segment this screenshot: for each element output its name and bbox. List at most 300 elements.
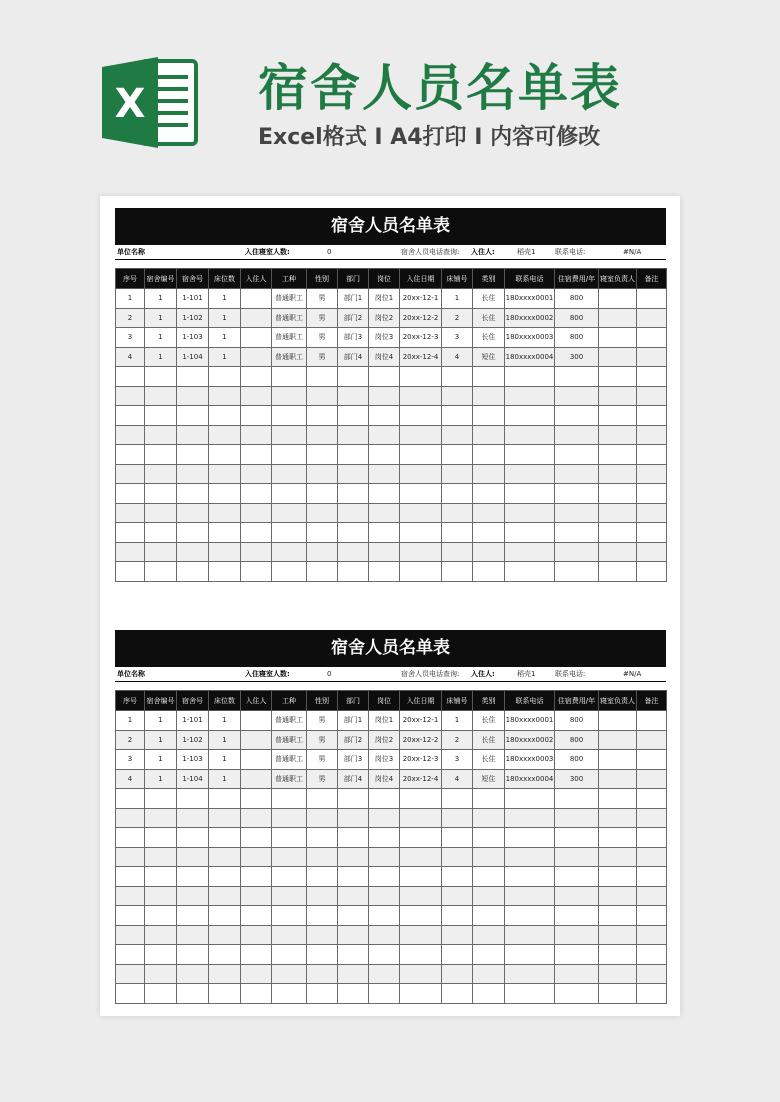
- table-cell[interactable]: [241, 769, 272, 789]
- table-cell[interactable]: 普通职工: [272, 308, 307, 328]
- table-cell[interactable]: [599, 925, 637, 945]
- table-cell[interactable]: [145, 464, 177, 484]
- table-cell[interactable]: [555, 523, 599, 543]
- table-cell[interactable]: [145, 847, 177, 867]
- table-cell[interactable]: 部门1: [338, 711, 369, 731]
- table-cell[interactable]: [442, 828, 473, 848]
- table-cell[interactable]: [241, 984, 272, 1004]
- table-cell[interactable]: [505, 847, 555, 867]
- table-cell[interactable]: [338, 503, 369, 523]
- table-cell[interactable]: [241, 445, 272, 465]
- table-cell[interactable]: [145, 367, 177, 387]
- table-cell[interactable]: [307, 945, 338, 965]
- table-cell[interactable]: 部门2: [338, 730, 369, 750]
- table-cell[interactable]: [307, 964, 338, 984]
- table-cell[interactable]: [338, 484, 369, 504]
- table-cell[interactable]: [338, 562, 369, 582]
- table-cell[interactable]: [505, 425, 555, 445]
- table-cell[interactable]: 1: [145, 347, 177, 367]
- table-cell[interactable]: 男: [307, 308, 338, 328]
- table-cell[interactable]: 180xxxx0003: [505, 750, 555, 770]
- table-cell[interactable]: [442, 808, 473, 828]
- table-cell[interactable]: [116, 562, 145, 582]
- table-cell[interactable]: [272, 886, 307, 906]
- table-cell[interactable]: [145, 425, 177, 445]
- table-cell[interactable]: [637, 886, 667, 906]
- table-cell[interactable]: 180xxxx0004: [505, 769, 555, 789]
- table-cell[interactable]: [555, 867, 599, 887]
- table-cell[interactable]: [599, 406, 637, 426]
- table-cell[interactable]: [637, 906, 667, 926]
- table-cell[interactable]: [177, 906, 209, 926]
- table-cell[interactable]: [209, 906, 241, 926]
- table-cell[interactable]: [177, 523, 209, 543]
- table-cell[interactable]: [400, 906, 442, 926]
- table-cell[interactable]: [599, 867, 637, 887]
- table-cell[interactable]: [599, 808, 637, 828]
- table-cell[interactable]: [637, 484, 667, 504]
- table-cell[interactable]: [400, 789, 442, 809]
- table-cell[interactable]: [209, 964, 241, 984]
- table-cell[interactable]: [555, 484, 599, 504]
- table-cell[interactable]: [241, 406, 272, 426]
- table-cell[interactable]: [338, 386, 369, 406]
- table-cell[interactable]: [505, 828, 555, 848]
- table-cell[interactable]: [555, 503, 599, 523]
- table-cell[interactable]: [145, 789, 177, 809]
- table-cell[interactable]: [307, 562, 338, 582]
- table-cell[interactable]: 180xxxx0002: [505, 730, 555, 750]
- table-cell[interactable]: [369, 406, 400, 426]
- table-cell[interactable]: [442, 464, 473, 484]
- table-cell[interactable]: 长住: [473, 730, 505, 750]
- table-cell[interactable]: [241, 347, 272, 367]
- table-cell[interactable]: [637, 867, 667, 887]
- table-cell[interactable]: [599, 945, 637, 965]
- table-cell[interactable]: [473, 828, 505, 848]
- table-cell[interactable]: [637, 523, 667, 543]
- table-cell[interactable]: [505, 925, 555, 945]
- table-cell[interactable]: [338, 425, 369, 445]
- table-cell[interactable]: [177, 406, 209, 426]
- table-cell[interactable]: [505, 562, 555, 582]
- table-cell[interactable]: [338, 847, 369, 867]
- table-cell[interactable]: [400, 406, 442, 426]
- table-cell[interactable]: [307, 867, 338, 887]
- table-cell[interactable]: 1: [145, 711, 177, 731]
- table-cell[interactable]: [637, 386, 667, 406]
- table-cell[interactable]: 2: [116, 730, 145, 750]
- table-cell[interactable]: [272, 808, 307, 828]
- table-cell[interactable]: [555, 406, 599, 426]
- table-cell[interactable]: [116, 425, 145, 445]
- table-cell[interactable]: [145, 867, 177, 887]
- table-cell[interactable]: 普通职工: [272, 769, 307, 789]
- table-cell[interactable]: [505, 367, 555, 387]
- table-cell[interactable]: [473, 945, 505, 965]
- table-cell[interactable]: [473, 789, 505, 809]
- table-cell[interactable]: [400, 386, 442, 406]
- table-cell[interactable]: [442, 847, 473, 867]
- table-cell[interactable]: [272, 425, 307, 445]
- table-cell[interactable]: [637, 503, 667, 523]
- table-cell[interactable]: [369, 523, 400, 543]
- table-cell[interactable]: 800: [555, 750, 599, 770]
- table-cell[interactable]: [209, 847, 241, 867]
- table-cell[interactable]: 男: [307, 289, 338, 309]
- table-cell[interactable]: [177, 425, 209, 445]
- table-cell[interactable]: [369, 847, 400, 867]
- table-cell[interactable]: 1: [209, 347, 241, 367]
- table-cell[interactable]: [241, 308, 272, 328]
- table-cell[interactable]: [442, 789, 473, 809]
- table-cell[interactable]: [241, 847, 272, 867]
- table-cell[interactable]: [473, 847, 505, 867]
- table-cell[interactable]: [473, 445, 505, 465]
- table-cell[interactable]: 部门3: [338, 750, 369, 770]
- table-cell[interactable]: [637, 945, 667, 965]
- table-cell[interactable]: [400, 425, 442, 445]
- table-cell[interactable]: [241, 367, 272, 387]
- table-cell[interactable]: [338, 445, 369, 465]
- table-cell[interactable]: [177, 484, 209, 504]
- table-cell[interactable]: [555, 789, 599, 809]
- table-cell[interactable]: 1: [145, 328, 177, 348]
- table-cell[interactable]: 180xxxx0003: [505, 328, 555, 348]
- table-cell[interactable]: 800: [555, 289, 599, 309]
- table-cell[interactable]: [241, 484, 272, 504]
- table-cell[interactable]: [338, 828, 369, 848]
- table-cell[interactable]: 1-103: [177, 328, 209, 348]
- table-cell[interactable]: [369, 562, 400, 582]
- table-cell[interactable]: [505, 886, 555, 906]
- table-cell[interactable]: [145, 484, 177, 504]
- table-cell[interactable]: 3: [116, 750, 145, 770]
- table-cell[interactable]: 部门4: [338, 769, 369, 789]
- table-cell[interactable]: 20xx-12-4: [400, 347, 442, 367]
- table-cell[interactable]: [369, 484, 400, 504]
- table-cell[interactable]: [369, 886, 400, 906]
- table-cell[interactable]: [177, 984, 209, 1004]
- table-cell[interactable]: [116, 464, 145, 484]
- table-cell[interactable]: [307, 484, 338, 504]
- table-cell[interactable]: [145, 523, 177, 543]
- table-cell[interactable]: [473, 542, 505, 562]
- table-cell[interactable]: [272, 386, 307, 406]
- table-cell[interactable]: [555, 984, 599, 1004]
- table-cell[interactable]: [599, 289, 637, 309]
- table-cell[interactable]: 180xxxx0004: [505, 347, 555, 367]
- table-cell[interactable]: [473, 984, 505, 1004]
- table-cell[interactable]: [338, 925, 369, 945]
- table-cell[interactable]: [555, 425, 599, 445]
- table-cell[interactable]: [599, 750, 637, 770]
- table-cell[interactable]: [505, 964, 555, 984]
- table-cell[interactable]: [555, 445, 599, 465]
- table-cell[interactable]: [555, 542, 599, 562]
- table-cell[interactable]: [400, 367, 442, 387]
- table-cell[interactable]: [272, 503, 307, 523]
- table-cell[interactable]: [338, 886, 369, 906]
- table-cell[interactable]: [505, 906, 555, 926]
- table-cell[interactable]: 普通职工: [272, 328, 307, 348]
- table-cell[interactable]: [599, 847, 637, 867]
- table-cell[interactable]: [637, 847, 667, 867]
- table-cell[interactable]: [177, 828, 209, 848]
- table-cell[interactable]: [145, 828, 177, 848]
- table-cell[interactable]: 部门3: [338, 328, 369, 348]
- table-cell[interactable]: [442, 925, 473, 945]
- table-cell[interactable]: 普通职工: [272, 711, 307, 731]
- table-cell[interactable]: [400, 964, 442, 984]
- table-cell[interactable]: [369, 789, 400, 809]
- table-cell[interactable]: [637, 464, 667, 484]
- table-cell[interactable]: [209, 925, 241, 945]
- table-cell[interactable]: [400, 445, 442, 465]
- table-cell[interactable]: [505, 464, 555, 484]
- table-cell[interactable]: 300: [555, 347, 599, 367]
- table-cell[interactable]: [637, 789, 667, 809]
- table-cell[interactable]: [338, 367, 369, 387]
- table-cell[interactable]: 长住: [473, 308, 505, 328]
- table-cell[interactable]: [209, 562, 241, 582]
- table-cell[interactable]: [369, 386, 400, 406]
- table-cell[interactable]: [177, 945, 209, 965]
- table-cell[interactable]: [369, 867, 400, 887]
- table-cell[interactable]: [442, 406, 473, 426]
- table-cell[interactable]: [505, 945, 555, 965]
- table-cell[interactable]: [400, 945, 442, 965]
- table-cell[interactable]: [637, 828, 667, 848]
- table-cell[interactable]: [442, 523, 473, 543]
- table-cell[interactable]: [145, 886, 177, 906]
- table-cell[interactable]: [442, 503, 473, 523]
- table-cell[interactable]: [599, 964, 637, 984]
- table-cell[interactable]: [637, 289, 667, 309]
- table-cell[interactable]: [599, 347, 637, 367]
- table-cell[interactable]: [177, 808, 209, 828]
- table-cell[interactable]: [272, 542, 307, 562]
- table-cell[interactable]: 1-101: [177, 289, 209, 309]
- table-cell[interactable]: [637, 750, 667, 770]
- table-cell[interactable]: 1-101: [177, 711, 209, 731]
- table-cell[interactable]: 1: [209, 769, 241, 789]
- table-cell[interactable]: [442, 964, 473, 984]
- table-cell[interactable]: [338, 464, 369, 484]
- table-cell[interactable]: [442, 367, 473, 387]
- table-cell[interactable]: [116, 445, 145, 465]
- table-cell[interactable]: 部门1: [338, 289, 369, 309]
- table-cell[interactable]: [369, 984, 400, 1004]
- table-cell[interactable]: [272, 964, 307, 984]
- table-cell[interactable]: [177, 789, 209, 809]
- table-cell[interactable]: [369, 367, 400, 387]
- table-cell[interactable]: [473, 484, 505, 504]
- table-cell[interactable]: 1: [209, 730, 241, 750]
- table-cell[interactable]: [116, 484, 145, 504]
- table-cell[interactable]: [369, 906, 400, 926]
- table-cell[interactable]: [505, 386, 555, 406]
- table-cell[interactable]: 800: [555, 308, 599, 328]
- table-cell[interactable]: [177, 867, 209, 887]
- table-cell[interactable]: 男: [307, 711, 338, 731]
- table-cell[interactable]: [209, 503, 241, 523]
- table-cell[interactable]: [599, 464, 637, 484]
- table-cell[interactable]: [555, 808, 599, 828]
- table-cell[interactable]: 普通职工: [272, 750, 307, 770]
- table-cell[interactable]: [209, 542, 241, 562]
- table-cell[interactable]: 部门2: [338, 308, 369, 328]
- table-cell[interactable]: [272, 847, 307, 867]
- table-cell[interactable]: [307, 367, 338, 387]
- table-cell[interactable]: 长住: [473, 328, 505, 348]
- table-cell[interactable]: [637, 711, 667, 731]
- table-cell[interactable]: [442, 445, 473, 465]
- table-cell[interactable]: [369, 503, 400, 523]
- table-cell[interactable]: [177, 445, 209, 465]
- table-cell[interactable]: [241, 808, 272, 828]
- table-cell[interactable]: [442, 484, 473, 504]
- table-cell[interactable]: [272, 523, 307, 543]
- table-cell[interactable]: [307, 808, 338, 828]
- table-cell[interactable]: [307, 386, 338, 406]
- table-cell[interactable]: [505, 484, 555, 504]
- table-cell[interactable]: [555, 847, 599, 867]
- table-cell[interactable]: [555, 367, 599, 387]
- table-cell[interactable]: [209, 425, 241, 445]
- table-cell[interactable]: [177, 386, 209, 406]
- table-cell[interactable]: 普通职工: [272, 347, 307, 367]
- table-cell[interactable]: [338, 964, 369, 984]
- table-cell[interactable]: 4: [442, 769, 473, 789]
- table-cell[interactable]: [307, 789, 338, 809]
- table-cell[interactable]: [442, 542, 473, 562]
- table-cell[interactable]: [637, 367, 667, 387]
- table-cell[interactable]: 岗位3: [369, 328, 400, 348]
- table-cell[interactable]: [473, 906, 505, 926]
- table-cell[interactable]: [116, 925, 145, 945]
- table-cell[interactable]: 1-102: [177, 308, 209, 328]
- table-cell[interactable]: 1: [145, 730, 177, 750]
- table-cell[interactable]: [116, 542, 145, 562]
- table-cell[interactable]: [145, 808, 177, 828]
- table-cell[interactable]: [338, 945, 369, 965]
- table-cell[interactable]: [116, 789, 145, 809]
- table-cell[interactable]: [400, 828, 442, 848]
- table-cell[interactable]: [272, 867, 307, 887]
- table-cell[interactable]: [473, 425, 505, 445]
- table-cell[interactable]: [241, 464, 272, 484]
- table-cell[interactable]: [145, 945, 177, 965]
- table-cell[interactable]: [272, 484, 307, 504]
- table-cell[interactable]: [307, 542, 338, 562]
- table-cell[interactable]: [599, 730, 637, 750]
- table-cell[interactable]: [209, 406, 241, 426]
- table-cell[interactable]: [473, 964, 505, 984]
- table-cell[interactable]: 男: [307, 750, 338, 770]
- table-cell[interactable]: [555, 886, 599, 906]
- table-cell[interactable]: 300: [555, 769, 599, 789]
- table-cell[interactable]: [473, 808, 505, 828]
- table-cell[interactable]: [599, 562, 637, 582]
- table-cell[interactable]: 短住: [473, 769, 505, 789]
- table-cell[interactable]: [209, 445, 241, 465]
- table-cell[interactable]: [599, 769, 637, 789]
- table-cell[interactable]: [145, 906, 177, 926]
- table-cell[interactable]: 1-103: [177, 750, 209, 770]
- table-cell[interactable]: [400, 808, 442, 828]
- table-cell[interactable]: [145, 964, 177, 984]
- table-cell[interactable]: [637, 562, 667, 582]
- table-cell[interactable]: [442, 945, 473, 965]
- table-cell[interactable]: [145, 925, 177, 945]
- table-cell[interactable]: [272, 789, 307, 809]
- table-cell[interactable]: [599, 386, 637, 406]
- table-cell[interactable]: 1: [442, 711, 473, 731]
- table-cell[interactable]: [473, 503, 505, 523]
- table-cell[interactable]: [307, 425, 338, 445]
- table-cell[interactable]: [241, 886, 272, 906]
- table-cell[interactable]: [241, 945, 272, 965]
- table-cell[interactable]: [637, 542, 667, 562]
- table-cell[interactable]: [473, 867, 505, 887]
- table-cell[interactable]: [241, 523, 272, 543]
- table-cell[interactable]: [241, 503, 272, 523]
- table-cell[interactable]: [637, 964, 667, 984]
- table-cell[interactable]: 1-104: [177, 347, 209, 367]
- table-cell[interactable]: [442, 886, 473, 906]
- table-cell[interactable]: [272, 828, 307, 848]
- table-cell[interactable]: [505, 503, 555, 523]
- table-cell[interactable]: 20xx-12-3: [400, 328, 442, 348]
- table-cell[interactable]: 1: [209, 750, 241, 770]
- table-cell[interactable]: 1: [145, 750, 177, 770]
- table-cell[interactable]: [338, 808, 369, 828]
- table-cell[interactable]: 长住: [473, 750, 505, 770]
- table-cell[interactable]: [338, 789, 369, 809]
- resident-value[interactable]: 稻壳1: [517, 670, 536, 678]
- table-cell[interactable]: 4: [442, 347, 473, 367]
- table-cell[interactable]: 1-102: [177, 730, 209, 750]
- table-cell[interactable]: [369, 925, 400, 945]
- table-cell[interactable]: 1: [145, 289, 177, 309]
- table-cell[interactable]: [637, 445, 667, 465]
- table-cell[interactable]: 2: [442, 308, 473, 328]
- table-cell[interactable]: 800: [555, 730, 599, 750]
- table-cell[interactable]: [505, 867, 555, 887]
- table-cell[interactable]: [599, 523, 637, 543]
- table-cell[interactable]: [637, 308, 667, 328]
- table-cell[interactable]: [400, 984, 442, 1004]
- table-cell[interactable]: [555, 464, 599, 484]
- table-cell[interactable]: [272, 906, 307, 926]
- table-cell[interactable]: 3: [442, 328, 473, 348]
- table-cell[interactable]: [116, 886, 145, 906]
- table-cell[interactable]: [473, 562, 505, 582]
- table-cell[interactable]: 20xx-12-1: [400, 711, 442, 731]
- table-cell[interactable]: [400, 484, 442, 504]
- table-cell[interactable]: [505, 984, 555, 1004]
- table-cell[interactable]: [338, 523, 369, 543]
- table-cell[interactable]: [637, 347, 667, 367]
- table-cell[interactable]: 20xx-12-2: [400, 308, 442, 328]
- table-cell[interactable]: [338, 906, 369, 926]
- table-cell[interactable]: [338, 867, 369, 887]
- table-cell[interactable]: [116, 386, 145, 406]
- table-cell[interactable]: [555, 828, 599, 848]
- table-cell[interactable]: [307, 406, 338, 426]
- table-cell[interactable]: [369, 945, 400, 965]
